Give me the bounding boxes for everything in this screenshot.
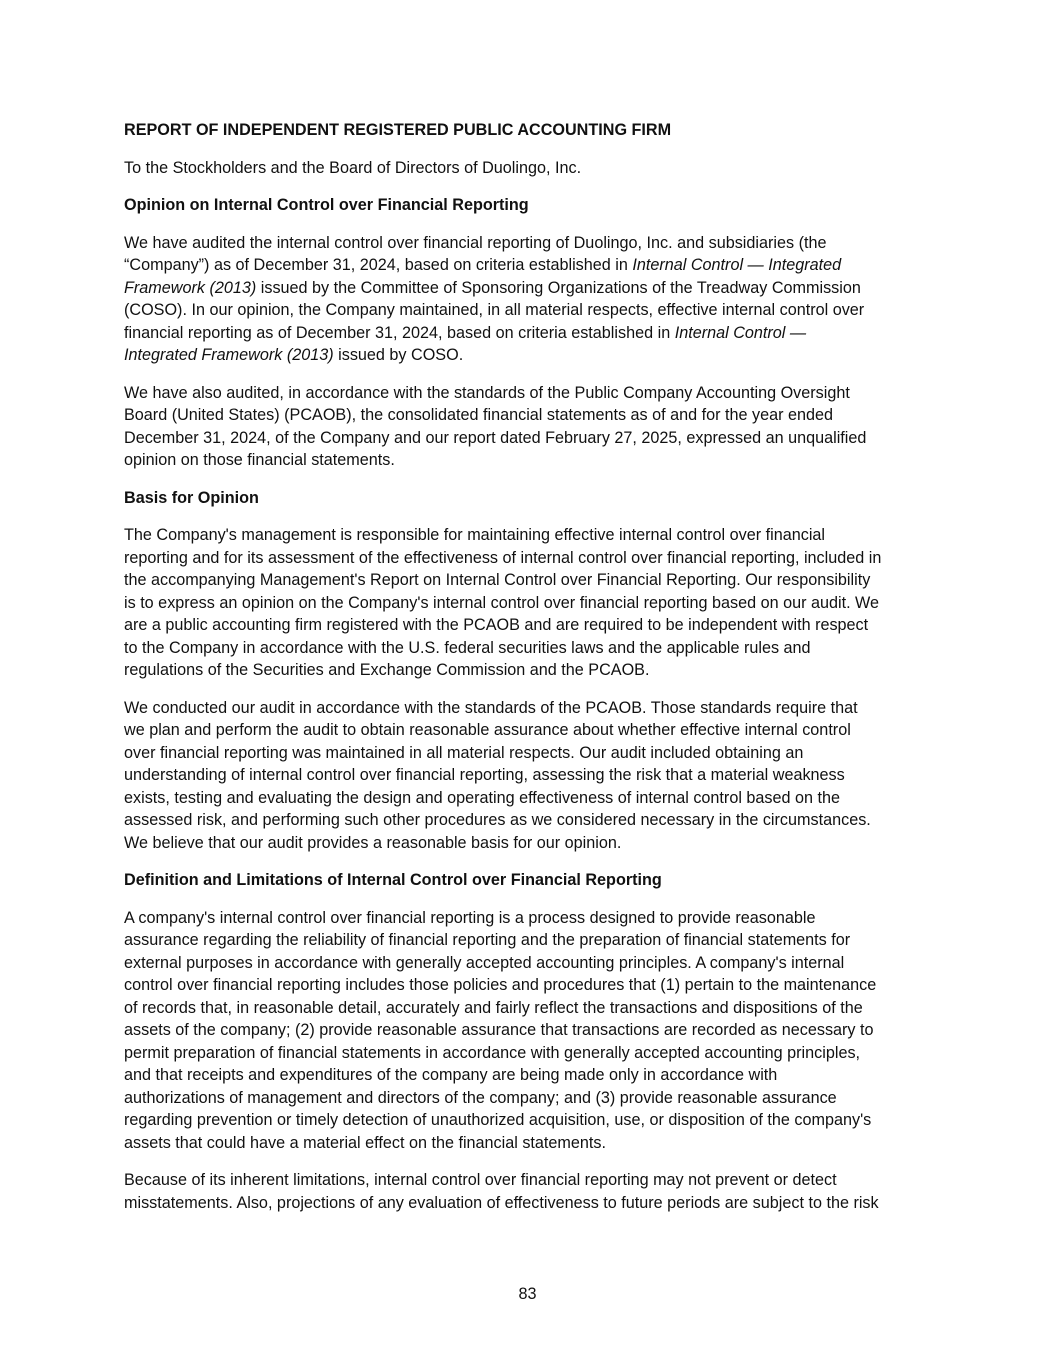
paragraph-line: opinion on those financial statements. <box>124 451 395 469</box>
italic-citation: Internal Control — <box>674 323 807 342</box>
paragraph-line: authorizations of management and directors of the company; and (3) provide reasonable assurance <box>124 1088 837 1107</box>
report-title: REPORT OF INDEPENDENT REGISTERED PUBLIC ACCOUNTING FIRM <box>124 121 672 139</box>
paragraph-line: assurance regarding the reliability of financial reporting and the preparation of financial statements for <box>124 931 851 949</box>
italic-citation: Integrated Framework (2013) <box>124 346 334 364</box>
section-heading-definition: Definition and Limitations of Internal Control over Financial Reporting <box>124 871 662 889</box>
opinion-heading-block <box>124 194 936 217</box>
opinion-paragraph-2 <box>124 382 936 472</box>
paragraph-line: misstatements. Also, projections of any evaluation of effectiveness to future periods are subject to the risk <box>124 1193 879 1212</box>
paragraph-line: assets of the company; (2) provide reasonable assurance that transactions are recorded as necessary to <box>124 1021 874 1039</box>
paragraph-line: understanding of internal control over financial reporting, assessing the risk that a material weakness <box>124 766 845 784</box>
paragraph-line: control over financial reporting includes those policies and procedures that (1) pertain to the maintenance <box>124 976 877 994</box>
paragraph-line: Because of its inherent limitations, internal control over financial reporting may not prevent or detect <box>124 1171 837 1189</box>
paragraph-line: We conducted our audit in accordance with the standards of the PCAOB. Those standards require that <box>124 698 858 717</box>
paragraph-line: regarding prevention or timely detection of unauthorized acquisition, use, or disposition of the company's <box>124 1111 872 1129</box>
paragraph-line: A company's internal control over financial reporting is a process designed to provide reasonable <box>124 908 816 927</box>
paragraph-line: exists, testing and evaluating the design and operating effectiveness of internal control based on the <box>124 788 841 807</box>
paragraph-line: regulations of the Securities and Exchange Commission and the PCAOB. <box>124 661 650 679</box>
paragraph-line: over financial reporting was maintained in all material respects. Our audit included obtaining an <box>124 743 804 762</box>
paragraph-line: Board (United States) (PCAOB), the consolidated financial statements as of and for the year ended <box>124 406 834 424</box>
paragraph-line <box>124 322 936 345</box>
paragraph-line: permit preparation of financial statements in accordance with generally accepted accounting principles, <box>124 1043 861 1062</box>
addressee: To the Stockholders and the Board of Directors of Duolingo, Inc. <box>124 158 582 177</box>
paragraph-line: We have also audited, in accordance with the standards of the Public Company Accounting Oversight <box>124 383 850 402</box>
paragraph-line: We believe that our audit provides a reasonable basis for our opinion. <box>124 833 622 852</box>
section-heading-basis: Basis for Opinion <box>124 488 259 507</box>
paragraph-line <box>124 344 936 367</box>
basis-heading-block <box>124 487 936 510</box>
basis-paragraph-1 <box>124 524 936 682</box>
text-span: “Company”) as of December 31, 2024, based on criteria established in <box>124 256 633 274</box>
opinion-paragraph-1 <box>124 232 936 367</box>
paragraph-line: assessed risk, and performing such other procedures as we considered necessary in the circumstances. <box>124 811 871 829</box>
paragraph-line: We have audited the internal control over financial reporting of Duolingo, Inc. and subsidiaries (the <box>124 233 827 252</box>
paragraph-line <box>124 277 936 300</box>
text-span: issued by the Committee of Sponsoring Organizations of the Treadway Commission <box>256 278 861 297</box>
section-heading-opinion: Opinion on Internal Control over Financial Reporting <box>124 196 529 214</box>
definition-paragraph-2 <box>124 1169 936 1214</box>
paragraph-line: December 31, 2024, of the Company and our report dated February 27, 2025, expressed an unqualified <box>124 428 867 447</box>
paragraph-line: of records that, in reasonable detail, accurately and fairly reflect the transactions and dispositions of the <box>124 998 863 1017</box>
page-number: 83 <box>518 1285 537 1303</box>
basis-paragraph-2 <box>124 697 936 855</box>
paragraph-line: are a public accounting firm registered with the PCAOB and are required to be independent with respect <box>124 616 869 634</box>
paragraph-line: the accompanying Management's Report on Internal Control over Financial Reporting. Our responsibility <box>124 571 871 589</box>
paragraph-line: to the Company in accordance with the U.S. federal securities laws and the applicable rules and <box>124 638 811 657</box>
paragraph-line: we plan and perform the audit to obtain reasonable assurance about whether effective internal control <box>124 721 851 739</box>
italic-citation: Internal Control — Integrated <box>632 256 842 274</box>
paragraph-line: assets that could have a material effect on the financial statements. <box>124 1133 607 1152</box>
paragraph-line <box>124 254 936 277</box>
paragraph-line: external purposes in accordance with generally accepted accounting principles. A company's internal <box>124 953 845 972</box>
report-title-block <box>124 119 936 142</box>
report-page <box>124 119 936 1229</box>
definition-paragraph-1 <box>124 907 936 1155</box>
text-span: issued by COSO. <box>333 346 464 364</box>
paragraph-line: The Company's management is responsible for maintaining effective internal control over financial <box>124 526 826 544</box>
paragraph-line: reporting and for its assessment of the effectiveness of internal control over financial reporting, included in <box>124 548 882 567</box>
paragraph-line: is to express an opinion on the Company's internal control over financial reporting based on our audit. We <box>124 593 880 612</box>
text-span: financial reporting as of December 31, 2024, based on criteria established in <box>124 323 675 342</box>
italic-citation: Framework (2013) <box>124 278 257 297</box>
addressee-block <box>124 157 936 180</box>
definition-heading-block <box>124 869 936 892</box>
paragraph-line: (COSO). In our opinion, the Company maintained, in all material respects, effective internal control over <box>124 301 865 319</box>
paragraph-line: and that receipts and expenditures of the company are being made only in accordance with <box>124 1066 778 1084</box>
